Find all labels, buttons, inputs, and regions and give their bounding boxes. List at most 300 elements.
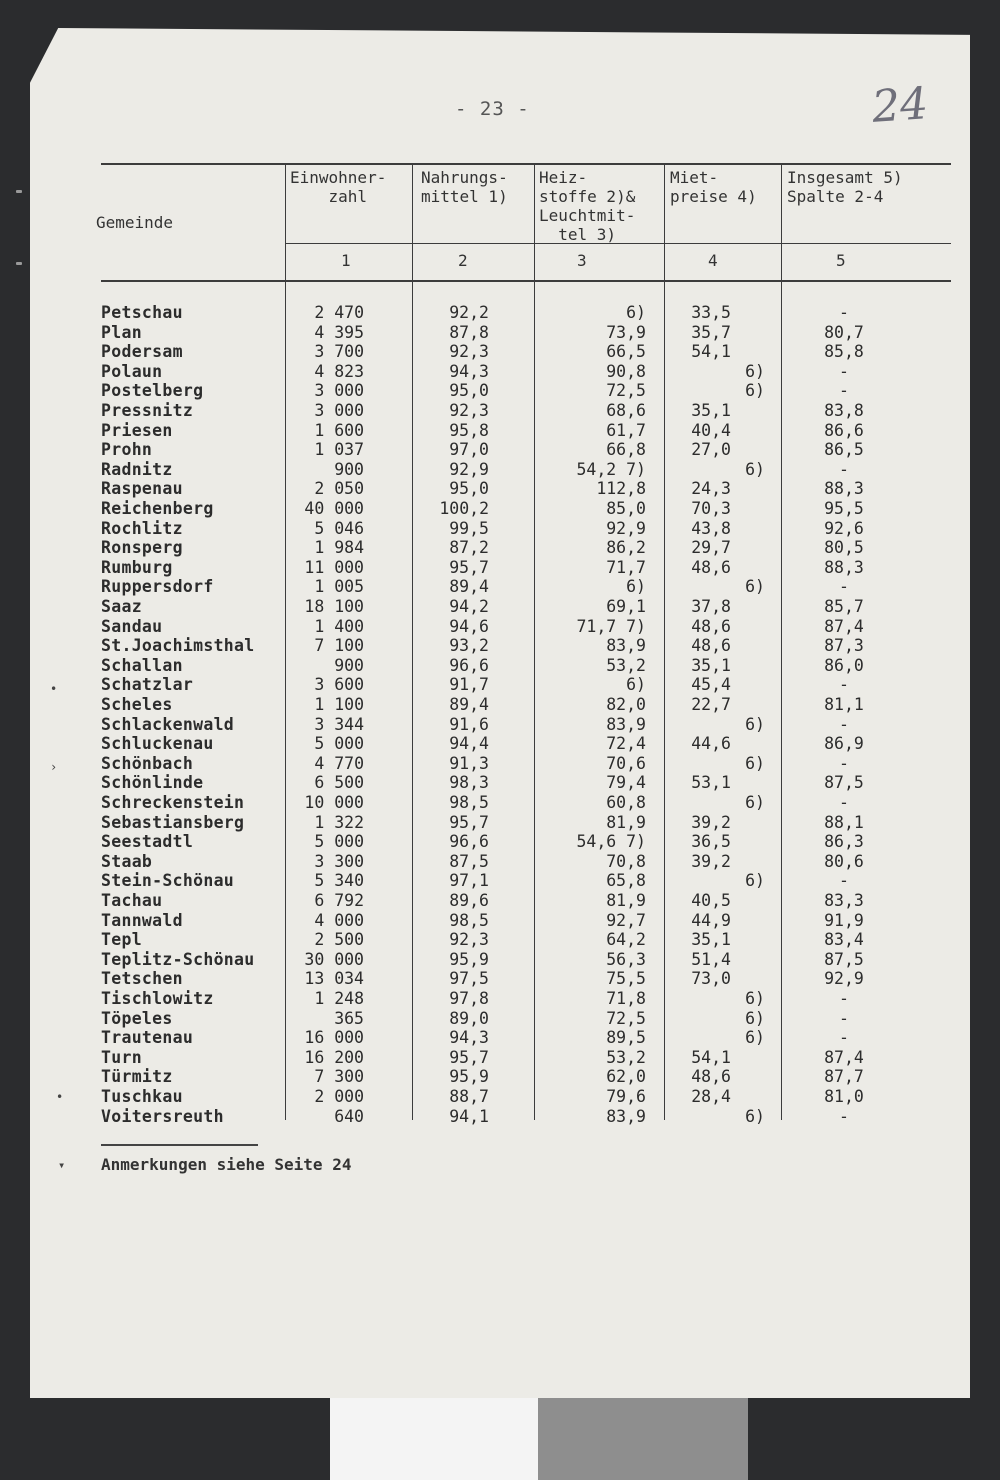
insgesamt-value: -	[839, 459, 849, 479]
footnote-rule	[101, 1144, 258, 1146]
insgesamt-value: 86,5	[824, 440, 864, 460]
nahrungsmittel-value: 88,7	[449, 1087, 489, 1106]
einwohnerzahl-value: 3 000	[314, 381, 364, 401]
insgesamt-value: 80,7	[824, 322, 864, 342]
nahrungsmittel-value: 92,3	[449, 342, 489, 362]
einwohnerzahl-value: 3 700	[314, 342, 364, 362]
mietpreise-value: 6)	[745, 871, 765, 891]
gemeinde-name: Polaun	[101, 361, 163, 381]
nahrungsmittel-value: 98,3	[449, 773, 489, 793]
heizstoffe-value: 66,8	[606, 440, 646, 460]
heizstoffe-value: 6)	[626, 303, 646, 322]
mietpreise-value: 44,6	[691, 734, 731, 754]
table-row	[101, 871, 951, 891]
nahrungsmittel-value: 95,7	[449, 557, 489, 577]
heizstoffe-value: 92,9	[606, 518, 646, 538]
insgesamt-value: -	[839, 361, 849, 381]
insgesamt-value: 87,5	[824, 949, 864, 969]
heizstoffe-value: 70,8	[606, 851, 646, 871]
mietpreise-value: 6)	[745, 1028, 765, 1048]
nahrungsmittel-value: 93,2	[449, 636, 489, 656]
gemeinde-name: Schluckenau	[101, 734, 214, 754]
mietpreise-value: 24,3	[691, 479, 731, 499]
einwohnerzahl-value: 1 037	[314, 440, 364, 460]
table-row	[101, 597, 951, 617]
nahrungsmittel-value: 94,3	[449, 1028, 489, 1048]
table-row	[101, 323, 951, 343]
gemeinde-name: Scheles	[101, 695, 173, 714]
table-row	[101, 1107, 951, 1127]
insgesamt-value: -	[839, 989, 849, 1008]
nahrungsmittel-value: 92,3	[449, 930, 489, 950]
heizstoffe-value: 69,1	[606, 597, 646, 616]
nahrungsmittel-value: 96,6	[449, 832, 489, 852]
mietpreise-value: 6)	[745, 459, 765, 479]
einwohnerzahl-value: 30 000	[304, 949, 364, 969]
mietpreise-value: 54,1	[691, 342, 731, 362]
table-row	[101, 499, 951, 519]
mietpreise-value: 39,2	[691, 851, 731, 871]
gemeinde-name: Tischlowitz	[101, 989, 214, 1008]
einwohnerzahl-value: 2 050	[314, 479, 364, 499]
gemeinde-name: Schlackenwald	[101, 714, 235, 734]
table-row	[101, 852, 951, 872]
gemeinde-name: Seestadtl	[101, 832, 194, 852]
nahrungsmittel-value: 95,7	[449, 1047, 489, 1067]
heizstoffe-value: 89,5	[606, 1028, 646, 1048]
gemeinde-name: Teplitz-Schönau	[101, 949, 255, 969]
margin-mark: •	[50, 682, 58, 696]
insgesamt-value: 88,3	[824, 557, 864, 577]
heizstoffe-value: 85,0	[606, 499, 646, 518]
gemeinde-name: Turn	[101, 1047, 142, 1067]
insgesamt-value: 91,9	[824, 910, 864, 930]
nahrungsmittel-value: 97,1	[449, 871, 489, 891]
einwohnerzahl-value: 7 100	[314, 636, 364, 656]
heizstoffe-value: 60,8	[606, 793, 646, 812]
mietpreise-value: 22,7	[691, 695, 731, 714]
table-row	[101, 989, 951, 1009]
heizstoffe-value: 54,6 7)	[576, 832, 646, 852]
insgesamt-value: 83,3	[824, 891, 864, 910]
column-number: 1	[341, 251, 351, 270]
einwohnerzahl-value: 6 500	[314, 773, 364, 793]
einwohnerzahl-value: 3 344	[314, 714, 364, 734]
table-row	[101, 303, 951, 323]
table-top-rule	[101, 163, 951, 165]
table-row	[101, 1048, 951, 1068]
heizstoffe-value: 73,9	[606, 322, 646, 342]
heizstoffe-value: 79,6	[606, 1087, 646, 1106]
mietpreise-value: 6)	[745, 361, 765, 381]
heizstoffe-value: 92,7	[606, 910, 646, 930]
insgesamt-value: 83,8	[824, 401, 864, 420]
nahrungsmittel-value: 96,6	[449, 655, 489, 675]
mietpreise-value: 48,6	[691, 616, 731, 636]
nahrungsmittel-value: 91,7	[449, 675, 489, 695]
gemeinde-name: Raspenau	[101, 479, 183, 499]
insgesamt-value: -	[839, 714, 849, 734]
gemeinde-name: Tuschkau	[101, 1087, 183, 1106]
gemeinde-name: Schreckenstein	[101, 793, 245, 812]
column-number: 3	[577, 251, 587, 270]
nahrungsmittel-value: 89,4	[449, 695, 489, 714]
heizstoffe-value: 71,7 7)	[576, 616, 646, 636]
heizstoffe-value: 79,4	[606, 773, 646, 793]
gemeinde-name: Töpeles	[101, 1008, 173, 1028]
mietpreise-value: 6)	[745, 714, 765, 734]
einwohnerzahl-value: 2 000	[314, 1087, 364, 1106]
gemeinde-name: Rumburg	[101, 557, 173, 577]
gemeinde-name: Schallan	[101, 655, 183, 675]
table-row	[101, 969, 951, 989]
einwohnerzahl-value: 4 000	[314, 910, 364, 930]
table-row	[101, 891, 951, 911]
header-mietpreise: Miet- preise 4)	[670, 168, 757, 206]
nahrungsmittel-value: 87,5	[449, 851, 489, 871]
einwohnerzahl-value: 40 000	[304, 499, 364, 518]
insgesamt-value: -	[839, 1008, 849, 1028]
gemeinde-name: Staab	[101, 851, 153, 871]
nahrungsmittel-value: 94,2	[449, 597, 489, 616]
gemeinde-name: Schatzlar	[101, 675, 194, 695]
nahrungsmittel-value: 89,6	[449, 891, 489, 910]
mietpreise-value: 6)	[745, 381, 765, 401]
heizstoffe-value: 72,4	[606, 734, 646, 754]
heizstoffe-value: 83,9	[606, 1106, 646, 1126]
mietpreise-value: 70,3	[691, 499, 731, 518]
heizstoffe-value: 6)	[626, 675, 646, 695]
mietpreise-value: 43,8	[691, 518, 731, 538]
heizstoffe-value: 66,5	[606, 342, 646, 362]
mietpreise-value: 27,0	[691, 440, 731, 460]
mietpreise-value: 37,8	[691, 597, 731, 616]
nahrungsmittel-value: 92,9	[449, 459, 489, 479]
heizstoffe-value: 81,9	[606, 891, 646, 910]
table-row	[101, 950, 951, 970]
einwohnerzahl-value: 3 600	[314, 675, 364, 695]
insgesamt-value: 85,7	[824, 597, 864, 616]
heizstoffe-value: 68,6	[606, 401, 646, 420]
header-insgesamt: Insgesamt 5) Spalte 2-4	[787, 168, 903, 206]
heizstoffe-value: 90,8	[606, 361, 646, 381]
table-row	[101, 479, 951, 499]
nahrungsmittel-value: 94,3	[449, 361, 489, 381]
insgesamt-value: 88,3	[824, 479, 864, 499]
table-row	[101, 636, 951, 656]
einwohnerzahl-value: 900	[334, 459, 364, 479]
gemeinde-name: Tannwald	[101, 910, 183, 930]
mietpreise-value: 29,7	[691, 538, 731, 558]
nahrungsmittel-value: 95,9	[449, 949, 489, 969]
insgesamt-value: -	[839, 1106, 849, 1126]
gemeinde-name: Petschau	[101, 303, 183, 322]
nahrungsmittel-value: 95,9	[449, 1067, 489, 1087]
gemeinde-name: Postelberg	[101, 381, 204, 401]
gemeinde-name: Tachau	[101, 891, 163, 910]
heizstoffe-value: 54,2 7)	[576, 459, 646, 479]
table-row	[101, 558, 951, 578]
gemeinde-name: Plan	[101, 322, 142, 342]
table-row	[101, 421, 951, 441]
punch-mark	[16, 190, 22, 193]
heizstoffe-value: 72,5	[606, 381, 646, 401]
einwohnerzahl-value: 1 248	[314, 989, 364, 1008]
mietpreise-value: 35,1	[691, 930, 731, 950]
table-row	[101, 1087, 951, 1107]
table-row	[101, 460, 951, 480]
heizstoffe-value: 81,9	[606, 812, 646, 832]
heizstoffe-value: 56,3	[606, 949, 646, 969]
margin-mark: ›	[50, 760, 58, 774]
einwohnerzahl-value: 3 300	[314, 851, 364, 871]
table-row	[101, 519, 951, 539]
nahrungsmittel-value: 95,8	[449, 420, 489, 440]
statistics-table	[96, 163, 951, 1126]
gemeinde-name: Sebastiansberg	[101, 812, 245, 832]
nahrungsmittel-value: 89,0	[449, 1008, 489, 1028]
nahrungsmittel-value: 89,4	[449, 577, 489, 597]
table-row	[101, 617, 951, 637]
heizstoffe-value: 71,8	[606, 989, 646, 1008]
heizstoffe-value: 53,2	[606, 655, 646, 675]
einwohnerzahl-value: 3 000	[314, 401, 364, 420]
table-row	[101, 793, 951, 813]
mietpreise-value: 73,0	[691, 969, 731, 989]
nahrungsmittel-value: 92,3	[449, 401, 489, 420]
einwohnerzahl-value: 2 500	[314, 930, 364, 950]
table-row	[101, 1067, 951, 1087]
insgesamt-value: 83,4	[824, 930, 864, 950]
heizstoffe-value: 82,0	[606, 695, 646, 714]
mietpreise-value: 6)	[745, 577, 765, 597]
nahrungsmittel-value: 97,5	[449, 969, 489, 989]
mietpreise-value: 44,9	[691, 910, 731, 930]
insgesamt-value: 88,1	[824, 812, 864, 832]
einwohnerzahl-value: 6 792	[314, 891, 364, 910]
table-row	[101, 538, 951, 558]
column-number: 5	[836, 251, 846, 270]
mietpreise-value: 45,4	[691, 675, 731, 695]
gemeinde-name: Voitersreuth	[101, 1106, 224, 1126]
insgesamt-value: 86,0	[824, 655, 864, 675]
gemeinde-name: Tetschen	[101, 969, 183, 989]
einwohnerzahl-value: 7 300	[314, 1067, 364, 1087]
table-row	[101, 695, 951, 715]
einwohnerzahl-value: 4 395	[314, 322, 364, 342]
table-row	[101, 342, 951, 362]
margin-mark: ▾	[58, 1158, 66, 1172]
mietpreise-value: 6)	[745, 753, 765, 773]
nahrungsmittel-value: 94,6	[449, 616, 489, 636]
heizstoffe-value: 71,7	[606, 557, 646, 577]
table-row	[101, 1009, 951, 1029]
nahrungsmittel-value: 94,1	[449, 1106, 489, 1126]
table-row	[101, 754, 951, 774]
table-row	[101, 656, 951, 676]
insgesamt-value: 86,6	[824, 420, 864, 440]
table-row	[101, 362, 951, 382]
column-number: 2	[458, 251, 468, 270]
gemeinde-name: Trautenau	[101, 1028, 194, 1048]
mietpreise-value: 51,4	[691, 949, 731, 969]
heizstoffe-value: 72,5	[606, 1008, 646, 1028]
insgesamt-value: -	[839, 381, 849, 401]
table-row	[101, 381, 951, 401]
nahrungsmittel-value: 91,6	[449, 714, 489, 734]
einwohnerzahl-value: 1 322	[314, 812, 364, 832]
table-row	[101, 832, 951, 852]
insgesamt-value: 81,0	[824, 1087, 864, 1106]
heizstoffe-value: 75,5	[606, 969, 646, 989]
heizstoffe-value: 86,2	[606, 538, 646, 558]
mietpreise-value: 48,6	[691, 636, 731, 656]
insgesamt-value: 87,3	[824, 636, 864, 656]
einwohnerzahl-value: 10 000	[304, 793, 364, 812]
mietpreise-value: 48,6	[691, 1067, 731, 1087]
nahrungsmittel-value: 87,2	[449, 538, 489, 558]
mietpreise-value: 35,1	[691, 401, 731, 420]
column-number: 4	[708, 251, 718, 270]
heizstoffe-value: 53,2	[606, 1047, 646, 1067]
gemeinde-name: Schönbach	[101, 753, 194, 773]
mietpreise-value: 35,1	[691, 655, 731, 675]
einwohnerzahl-value: 1 400	[314, 616, 364, 636]
insgesamt-value: 92,9	[824, 969, 864, 989]
nahrungsmittel-value: 98,5	[449, 793, 489, 812]
heizstoffe-value: 83,9	[606, 636, 646, 656]
nahrungsmittel-value: 95,0	[449, 479, 489, 499]
nahrungsmittel-value: 95,7	[449, 812, 489, 832]
heizstoffe-value: 6)	[626, 577, 646, 597]
header-einwohnerzahl: Einwohner- zahl	[290, 168, 387, 206]
nahrungsmittel-value: 92,2	[449, 303, 489, 322]
insgesamt-value: 86,9	[824, 734, 864, 754]
einwohnerzahl-value: 5 000	[314, 734, 364, 754]
einwohnerzahl-value: 5 046	[314, 518, 364, 538]
column-number-rule	[101, 280, 951, 282]
mietpreise-value: 54,1	[691, 1047, 731, 1067]
einwohnerzahl-value: 640	[334, 1106, 364, 1126]
table-row	[101, 734, 951, 754]
einwohnerzahl-value: 16 000	[304, 1028, 364, 1048]
einwohnerzahl-value: 5 340	[314, 871, 364, 891]
einwohnerzahl-value: 4 770	[314, 753, 364, 773]
mietpreise-value: 6)	[745, 793, 765, 812]
mietpreise-value: 33,5	[691, 303, 731, 322]
insgesamt-value: -	[839, 303, 849, 322]
mietpreise-value: 36,5	[691, 832, 731, 852]
mietpreise-value: 48,6	[691, 557, 731, 577]
mietpreise-value: 35,7	[691, 322, 731, 342]
table-row	[101, 1028, 951, 1048]
heizstoffe-value: 112,8	[596, 479, 646, 499]
mietpreise-value: 40,5	[691, 891, 731, 910]
mietpreise-value: 6)	[745, 989, 765, 1008]
einwohnerzahl-value: 4 823	[314, 361, 364, 381]
mietpreise-value: 39,2	[691, 812, 731, 832]
header-heizstoffe: Heiz- stoffe 2)& Leuchtmit- tel 3)	[539, 168, 636, 244]
gemeinde-name: Tepl	[101, 930, 142, 950]
insgesamt-value: 81,1	[824, 695, 864, 714]
gemeinde-name: Sandau	[101, 616, 163, 636]
einwohnerzahl-value: 13 034	[304, 969, 364, 989]
gemeinde-name: Türmitz	[101, 1067, 173, 1087]
einwohnerzahl-value: 11 000	[304, 557, 364, 577]
gemeinde-name: Priesen	[101, 420, 173, 440]
nahrungsmittel-value: 87,8	[449, 322, 489, 342]
gemeinde-name: Rochlitz	[101, 518, 183, 538]
table-row	[101, 675, 951, 695]
nahrungsmittel-value: 97,8	[449, 989, 489, 1008]
nahrungsmittel-value: 94,4	[449, 734, 489, 754]
nahrungsmittel-value: 97,0	[449, 440, 489, 460]
einwohnerzahl-value: 365	[334, 1008, 364, 1028]
nahrungsmittel-value: 91,3	[449, 753, 489, 773]
insgesamt-value: -	[839, 1028, 849, 1048]
insgesamt-value: -	[839, 871, 849, 891]
handwritten-page-number: 24	[870, 78, 930, 133]
heizstoffe-value: 61,7	[606, 420, 646, 440]
mietpreise-value: 53,1	[691, 773, 731, 793]
insgesamt-value: 87,7	[824, 1067, 864, 1087]
insgesamt-value: 86,3	[824, 832, 864, 852]
einwohnerzahl-value: 1 100	[314, 695, 364, 714]
gemeinde-name: Prohn	[101, 440, 153, 460]
gemeinde-name: Ruppersdorf	[101, 577, 214, 597]
einwohnerzahl-value: 900	[334, 655, 364, 675]
footnote: Anmerkungen siehe Seite 24	[101, 1155, 352, 1174]
gemeinde-name: Saaz	[101, 597, 142, 616]
margin-mark: •	[56, 1090, 64, 1104]
gemeinde-name: Ronsperg	[101, 538, 183, 558]
calibration-white-patch	[330, 1398, 538, 1480]
einwohnerzahl-value: 5 000	[314, 832, 364, 852]
nahrungsmittel-value: 100,2	[439, 499, 489, 518]
nahrungsmittel-value: 98,5	[449, 910, 489, 930]
table-row	[101, 930, 951, 950]
heizstoffe-value: 83,9	[606, 714, 646, 734]
insgesamt-value: 95,5	[824, 499, 864, 518]
gemeinde-name: Stein-Schönau	[101, 871, 235, 891]
heizstoffe-value: 62,0	[606, 1067, 646, 1087]
heizstoffe-value: 70,6	[606, 753, 646, 773]
punch-mark	[16, 262, 22, 265]
gemeinde-name: St.Joachimsthal	[101, 636, 255, 656]
insgesamt-value: -	[839, 753, 849, 773]
gemeinde-name: Pressnitz	[101, 401, 194, 420]
table-row	[101, 813, 951, 833]
einwohnerzahl-value: 2 470	[314, 303, 364, 322]
insgesamt-value: -	[839, 675, 849, 695]
page-number: - 23 -	[455, 98, 530, 120]
table-row	[101, 773, 951, 793]
insgesamt-value: 87,4	[824, 616, 864, 636]
insgesamt-value: -	[839, 577, 849, 597]
gemeinde-name: Radnitz	[101, 459, 173, 479]
einwohnerzahl-value: 16 200	[304, 1047, 364, 1067]
gemeinde-name: Schönlinde	[101, 773, 204, 793]
header-gemeinde: Gemeinde	[96, 213, 174, 232]
table-row	[101, 401, 951, 421]
insgesamt-value: 87,4	[824, 1047, 864, 1067]
mietpreise-value: 28,4	[691, 1087, 731, 1106]
table-row	[101, 911, 951, 931]
table-row	[101, 715, 951, 735]
insgesamt-value: 92,6	[824, 518, 864, 538]
heizstoffe-value: 65,8	[606, 871, 646, 891]
table-row	[101, 577, 951, 597]
